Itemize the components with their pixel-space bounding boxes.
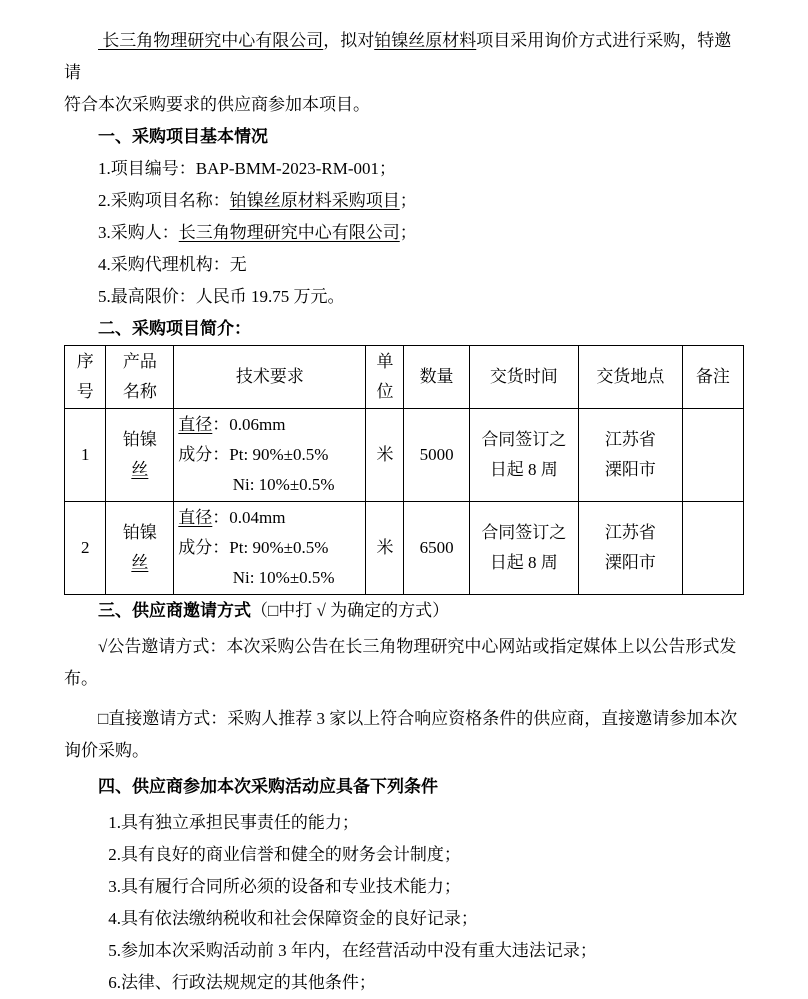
item-suffix: ；: [379, 159, 396, 178]
header-label: 序号: [76, 352, 94, 401]
direct-text-wrap: 询价采购。: [64, 741, 149, 760]
table-row: [65, 502, 744, 595]
product-name-part: 铂镍: [122, 430, 157, 449]
material-name: 铂镍丝原材料: [374, 31, 477, 50]
list-item-purchaser: [64, 217, 744, 249]
header-label: 产品名称: [122, 352, 157, 401]
table-row: [65, 409, 744, 502]
product-name-part: 丝: [131, 460, 149, 479]
tech-label: 直径: [178, 508, 213, 527]
delivery-time-part: 合同签订之: [481, 430, 567, 449]
item-value: 铂镍丝原材料采购项目: [229, 191, 400, 210]
cell-tech-requirements: [174, 502, 366, 595]
cell-no: 1: [65, 409, 106, 502]
item-label: 1.项目编号：: [98, 159, 196, 178]
cell-quantity: 5000: [404, 409, 469, 502]
header-cell-unit: [366, 346, 404, 409]
list-item-condition: 5.参加本次采购活动前 3 年内，在经营活动中没有重大违法记录；: [108, 941, 597, 960]
procurement-items-table: [64, 345, 744, 595]
list-item-project-number: [64, 153, 744, 185]
item-label: 2.采购项目名称：: [98, 191, 230, 210]
table-header-row: [65, 346, 744, 409]
delivery-place-part: 溧阳市: [604, 460, 656, 479]
cell-tech-requirements: [174, 409, 366, 502]
list-item-agent: [64, 249, 744, 281]
buyer-company-name: 长三角物理研究中心有限公司: [98, 31, 324, 50]
item-suffix: ；: [399, 223, 417, 242]
item-value: 无: [229, 255, 247, 274]
header-cell-quantity: 数量: [404, 346, 469, 409]
intro-paragraph: [64, 25, 744, 121]
cell-note: [682, 409, 743, 502]
tech-line-diameter: [178, 410, 361, 440]
announce-invite-paragraph: [64, 631, 744, 695]
item-suffix: ；: [399, 191, 417, 210]
item-value: 人民币 19.75 万元。: [195, 287, 345, 306]
intro-text-2: 项目采用询价方式进行采购，特邀请: [64, 31, 732, 82]
delivery-time-part: 日起 8 周: [489, 553, 558, 572]
checkmark-icon: √: [98, 637, 108, 656]
product-name-part: 铂镍: [122, 523, 157, 542]
cell-product: [106, 502, 174, 595]
item-label: 5.最高限价：: [98, 287, 196, 306]
checkbox-icon: □: [98, 709, 109, 728]
section1-heading: 一、采购项目基本情况: [98, 127, 268, 146]
tech-line-nickel: Ni: 10%±0.5%: [232, 475, 335, 494]
header-cell-product: [106, 346, 174, 409]
cell-delivery-time: [469, 409, 578, 502]
section2-heading: 二、采购项目简介：: [98, 319, 251, 338]
tech-line-composition: 成分：Pt: 90%±0.5%: [178, 538, 329, 557]
section3-heading: [64, 595, 744, 627]
list-item-condition: 4.具有依法缴纳税收和社会保障资金的良好记录；: [108, 909, 478, 928]
cell-delivery-place: [578, 502, 682, 595]
header-cell-delivery-place: 交货地点: [578, 346, 682, 409]
cell-no: 2: [65, 502, 106, 595]
delivery-place-part: 江苏省: [604, 430, 656, 449]
tech-line-nickel: Ni: 10%±0.5%: [232, 568, 335, 587]
tech-line-composition: 成分：Pt: 90%±0.5%: [178, 445, 329, 464]
cell-note: [682, 502, 743, 595]
direct-text: 直接邀请方式：采购人推荐 3 家以上符合响应资格条件的供应商，直接邀请参加本次: [108, 709, 738, 728]
direct-invite-paragraph: [64, 703, 744, 767]
product-name-part: 丝: [131, 553, 149, 572]
tech-label: 直径: [178, 415, 213, 434]
cell-unit: 米: [366, 409, 404, 502]
list-item-project-name: [64, 185, 744, 217]
item-value: BAP-BMM-2023-RM-001: [195, 159, 379, 178]
list-item-max-price: [64, 281, 744, 313]
item-label: 4.采购代理机构：: [98, 255, 230, 274]
cell-unit: 米: [366, 502, 404, 595]
tech-line-diameter: [178, 503, 361, 533]
item-label: 3.采购人：: [98, 223, 179, 242]
delivery-place-part: 溧阳市: [604, 553, 656, 572]
announce-text-wrap: 布。: [64, 669, 98, 688]
intro-text-1: ，拟对: [323, 31, 375, 50]
section3-heading-bold: 三、供应商邀请方式: [98, 601, 251, 620]
cell-delivery-time: [469, 502, 578, 595]
header-cell-tech: 技术要求: [174, 346, 366, 409]
section3-heading-note: （□中打 √ 为确定的方式）: [251, 601, 450, 620]
condition-list: [64, 807, 744, 999]
header-cell-note: 备注: [682, 346, 743, 409]
tech-value: ：0.04mm: [212, 508, 286, 527]
tech-value: ：0.06mm: [212, 415, 286, 434]
delivery-place-part: 江苏省: [604, 523, 656, 542]
list-item-condition: 2.具有良好的商业信誉和健全的财务会计制度；: [108, 845, 461, 864]
list-item-condition: 3.具有履行合同所必须的设备和专业技术能力；: [108, 877, 461, 896]
header-cell-no: [65, 346, 106, 409]
announce-text: 公告邀请方式：本次采购公告在长三角物理研究中心网站或指定媒体上以公告形式发: [107, 637, 737, 656]
delivery-time-part: 合同签订之: [481, 523, 567, 542]
header-cell-delivery-time: 交货时间: [469, 346, 578, 409]
cell-product: [106, 409, 174, 502]
delivery-time-part: 日起 8 周: [489, 460, 558, 479]
header-label: 单位: [376, 352, 394, 401]
list-item-condition: 6.法律、行政法规规定的其他条件；: [108, 973, 376, 992]
list-item-condition: 1.具有独立承担民事责任的能力；: [108, 813, 359, 832]
intro-text-3: 符合本次采购要求的供应商参加本项目。: [64, 95, 370, 114]
cell-quantity: 6500: [404, 502, 469, 595]
cell-delivery-place: [578, 409, 682, 502]
item-value: 长三角物理研究中心有限公司: [178, 223, 400, 242]
section4-heading: 四、供应商参加本次采购活动应具备下列条件: [98, 777, 438, 796]
